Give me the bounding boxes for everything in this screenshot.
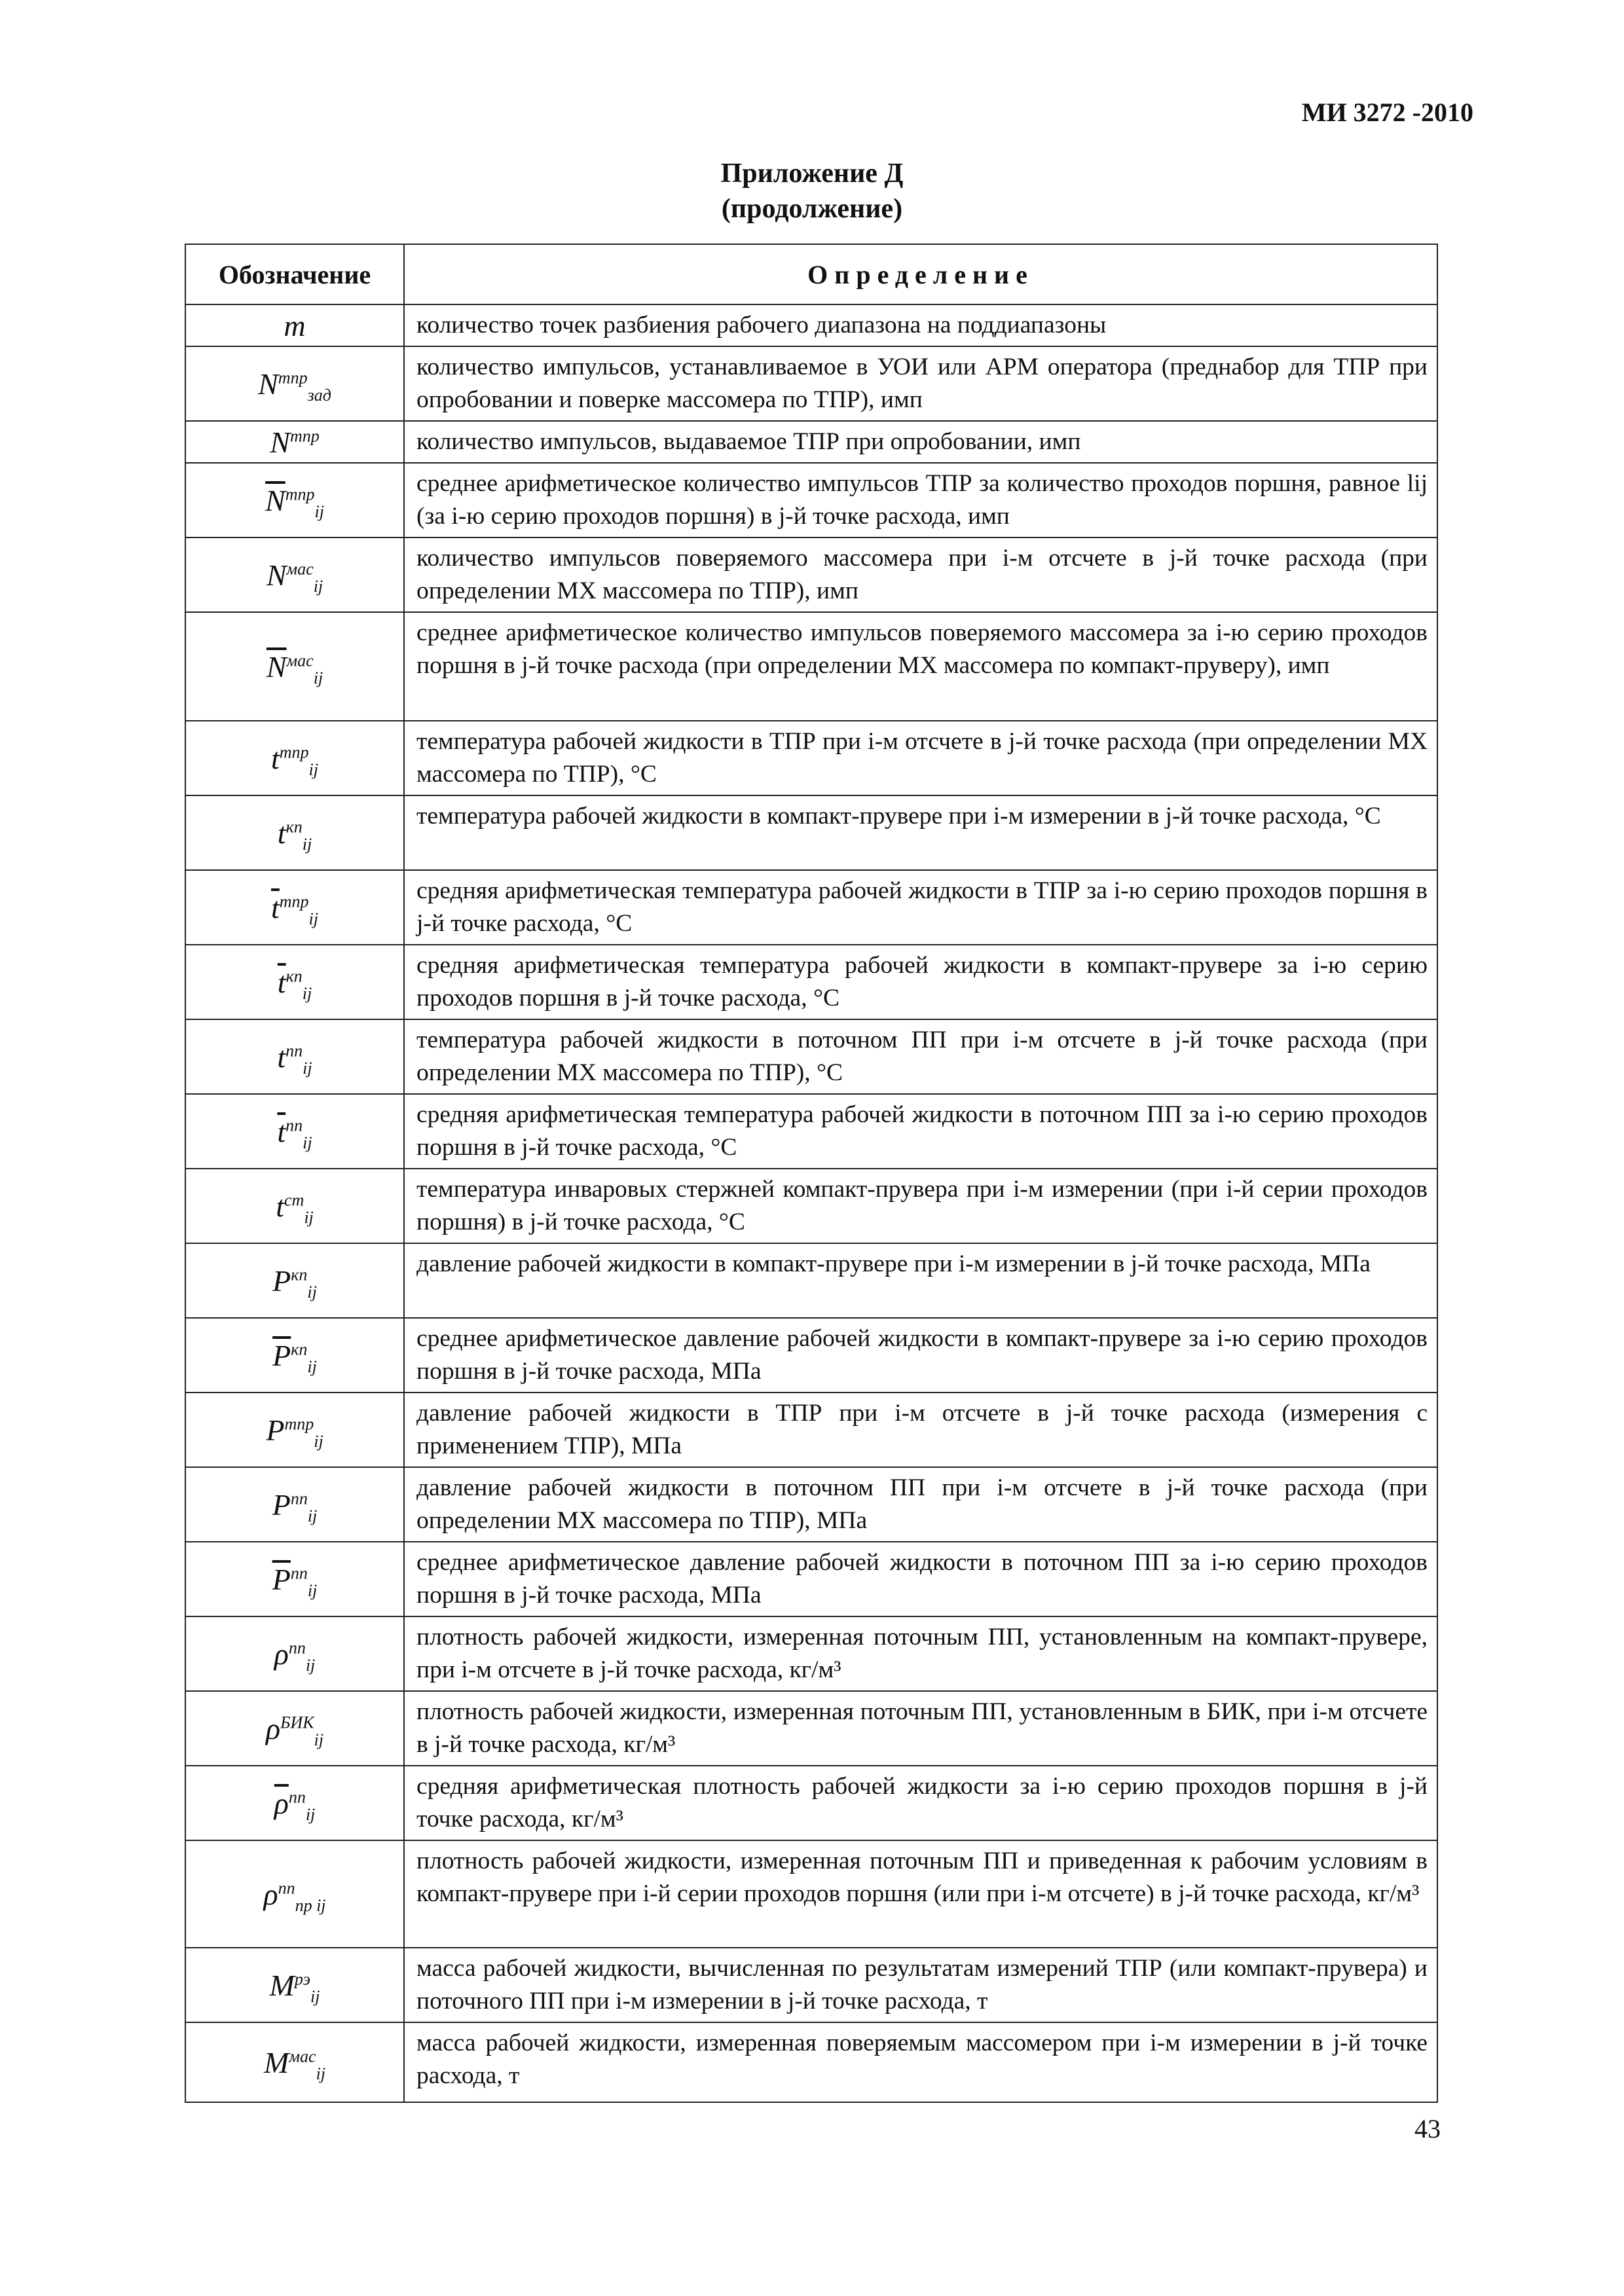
table-row: [185, 1467, 1437, 1542]
symbol-superscript: пп: [286, 1116, 303, 1135]
table-row: [185, 1691, 1437, 1766]
table-row: [185, 1393, 1437, 1467]
definition-cell: среднее арифметическое количество импульсов поверяемого массомера за i-ю серию проходов поршня в j-й точке расхода (при определении МХ массомера по компакт-пруверу), имп: [404, 612, 1437, 721]
symbol-column-header: Обозначение: [185, 244, 404, 304]
definition-cell: плотность рабочей жидкости, измеренная поточным ПП, установленным на компакт-прувере, при i-м отсчете в j-й точке расхода, кг/м³: [404, 1616, 1437, 1691]
table-row: [185, 1616, 1437, 1691]
definition-cell: количество точек разбиения рабочего диапазона на поддиапазоны: [404, 304, 1437, 346]
symbol-subscript: ij: [307, 1506, 318, 1525]
definition-cell: температура рабочей жидкости в ТПР при i-м отсчете в j-й точке расхода (при определении МХ массомера по ТПР), °С: [404, 721, 1437, 795]
table-row: [185, 421, 1437, 463]
symbol-superscript: ст: [284, 1190, 304, 1210]
symbol-subscript: ij: [313, 576, 323, 596]
symbol-subscript: ij: [304, 1207, 314, 1227]
symbol-cell: [185, 1840, 404, 1948]
symbol-cell: [185, 612, 404, 721]
symbol-subscript: ij: [314, 1431, 323, 1451]
symbol-cell: [185, 1766, 404, 1840]
symbol-cell: [185, 721, 404, 795]
symbol-cell: [185, 538, 404, 612]
symbol-superscript: пп: [288, 1787, 306, 1807]
symbol-subscript: ij: [302, 834, 312, 854]
symbol-superscript: тпр: [284, 1414, 314, 1434]
symbol-subscript: ij: [313, 668, 323, 687]
symbol-base: $\overline{N}$: [266, 649, 287, 683]
symbol-cell: [185, 1467, 404, 1542]
definition-cell: количество импульсов поверяемого массомера при i-м отсчете в j-й точке расхода (при определении МХ массомера по ТПР), имп: [404, 538, 1437, 612]
symbol-subscript: ij: [305, 1804, 316, 1824]
symbol-superscript: пп: [290, 1563, 308, 1583]
definition-cell: температура рабочей жидкости в поточном ПП при i-м отсчете в j-й точке расхода (при определении МХ массомера по ТПР), °С: [404, 1019, 1437, 1094]
definition-cell: средняя арифметическая температура рабочей жидкости в ТПР за i-ю серию проходов поршня в j-й точке расхода, °С: [404, 870, 1437, 945]
symbol-cell: [185, 1243, 404, 1318]
definition-cell: среднее арифметическое давление рабочей жидкости в компакт-прувере за i-ю серию проходов поршня в j-й точке расхода, МПа: [404, 1318, 1437, 1393]
definition-cell: давление рабочей жидкости в компакт-прувере при i-м измерении в j-й точке расхода, МПа: [404, 1243, 1437, 1318]
symbol-base: t: [270, 741, 280, 775]
table-row: [185, 612, 1437, 721]
definition-cell: давление рабочей жидкости в ТПР при i-м отсчете в j-й точке расхода (измерения с применением ТПР), МПа: [404, 1393, 1437, 1467]
symbol-cell: [185, 421, 404, 463]
symbol-cell: [185, 304, 404, 346]
symbol-superscript: тпр: [278, 368, 308, 388]
symbol-superscript: пп: [286, 1041, 303, 1061]
symbol-cell: [185, 1318, 404, 1393]
table-row: [185, 870, 1437, 945]
symbol-cell: [185, 1948, 404, 2022]
symbol-superscript: тпр: [279, 742, 309, 762]
table-row: [185, 346, 1437, 421]
table-row: [185, 721, 1437, 795]
appendix-title-line: Приложение Д: [720, 158, 904, 189]
symbol-base: $\overline{t}$: [277, 965, 286, 999]
definition-cell: количество импульсов, устанавливаемое в УОИ или АРМ оператора (преднабор для ТПР при опробовании и поверке массомера по ТПР), имп: [404, 346, 1437, 421]
symbol-subscript: зад: [307, 385, 331, 405]
symbol-base: t: [277, 816, 286, 850]
table-row: [185, 538, 1437, 612]
symbol-superscript: мас: [286, 651, 314, 670]
symbol-superscript: БИК: [280, 1713, 314, 1732]
table-body: [185, 304, 1437, 2102]
table-row: [185, 1840, 1437, 1948]
symbol-cell: [185, 463, 404, 538]
table-row: [185, 1243, 1437, 1318]
table-row: [185, 1542, 1437, 1616]
table-row: [185, 1019, 1437, 1094]
symbol-subscript: ij: [314, 501, 324, 521]
symbol-subscript: ij: [303, 1133, 312, 1152]
symbol-subscript: ij: [303, 1058, 312, 1078]
symbol-superscript: пп: [278, 1878, 295, 1898]
table-row: [185, 1318, 1437, 1393]
definition-cell: среднее арифметическое количество импульсов ТПР за количество проходов поршня, равное lij (за i-ю серию проходов поршня) в j-й точке расхода, имп: [404, 463, 1437, 538]
symbol-cell: [185, 795, 404, 870]
symbol-base: P: [266, 1413, 285, 1447]
table-row: [185, 463, 1437, 538]
symbol-cell: [185, 1094, 404, 1169]
symbol-superscript: мас: [289, 2047, 316, 2066]
symbol-subscript: ij: [307, 1357, 317, 1376]
symbol-subscript: ij: [307, 1580, 318, 1600]
symbol-superscript: рэ: [294, 1969, 310, 1989]
symbol-superscript: тпр: [279, 892, 309, 911]
definition-cell: среднее арифметическое давление рабочей жидкости в поточном ПП за i-ю серию проходов поршня в j-й точке расхода, МПа: [404, 1542, 1437, 1616]
symbol-cell: [185, 1542, 404, 1616]
page-number: 43: [1414, 2114, 1441, 2143]
symbol-superscript: пп: [290, 1489, 308, 1508]
appendix-title: [0, 156, 1624, 227]
symbol-base: ρ: [266, 1711, 281, 1745]
definition-cell: плотность рабочей жидкости, измеренная поточным ПП и приведенная к рабочим условиям в компакт-прувере при i-й серии проходов поршня (или при i-м отсчете) в j-й точке расхода, кг/м³: [404, 1840, 1437, 1948]
definition-cell: давление рабочей жидкости в поточном ПП при i-м отсчете в j-й точке расхода (при определении МХ массомера по ТПР), МПа: [404, 1467, 1437, 1542]
symbol-base: $\overline{N}$: [265, 483, 286, 517]
symbol-cell: [185, 870, 404, 945]
symbol-cell: [185, 945, 404, 1019]
document-code: МИ 3272 -2010: [1301, 98, 1473, 127]
symbol-cell: [185, 1691, 404, 1766]
symbol-subscript: ij: [310, 1986, 320, 2006]
symbol-base: M: [264, 2045, 289, 2079]
definitions-table: [185, 244, 1438, 2103]
table-row: [185, 1948, 1437, 2022]
table-header-row: [185, 244, 1437, 304]
symbol-base: $\overline{\rho}$: [274, 1786, 289, 1820]
symbol-cell: [185, 1616, 404, 1691]
symbol-base: N: [270, 425, 290, 459]
table-row: [185, 304, 1437, 346]
symbol-subscript: ij: [308, 909, 318, 928]
symbol-cell: [185, 1393, 404, 1467]
symbol-base: P: [272, 1487, 291, 1522]
symbol-cell: [185, 1169, 404, 1243]
definition-cell: средняя арифметическая температура рабочей жидкости в компакт-прувере за i-ю серию проходов поршня в j-й точке расхода, °С: [404, 945, 1437, 1019]
appendix-subtitle-line: (продолжение): [721, 194, 903, 224]
symbol-base: $\overline{t}$: [270, 890, 280, 924]
table-row: [185, 1766, 1437, 1840]
symbol-base: t: [277, 1040, 286, 1074]
definition-cell: масса рабочей жидкости, измеренная поверяемым массомером при i-м измерении в j-й точке расхода, т: [404, 2022, 1437, 2102]
definition-cell: температура рабочей жидкости в компакт-прувере при i-м измерении в j-й точке расхода, °С: [404, 795, 1437, 870]
symbol-subscript: ij: [307, 1282, 317, 1302]
symbol-base: ρ: [274, 1637, 289, 1671]
definition-cell: средняя арифметическая плотность рабочей жидкости за i-ю серию проходов поршня в j-й точке расхода, кг/м³: [404, 1766, 1437, 1840]
symbol-base: $\overline{t}$: [277, 1114, 286, 1148]
symbol-base: $\overline{P}$: [272, 1562, 291, 1596]
symbol-cell: [185, 1019, 404, 1094]
symbol-base: M: [269, 1968, 295, 2002]
symbol-subscript: ij: [302, 983, 312, 1003]
symbol-base: N: [266, 558, 287, 592]
symbol-base: t: [276, 1189, 284, 1223]
definition-cell: количество импульсов, выдаваемое ТПР при опробовании, имп: [404, 421, 1437, 463]
symbol-superscript: мас: [286, 559, 314, 579]
symbol-superscript: тпр: [285, 484, 315, 504]
symbol-base: $\overline{P}$: [272, 1338, 291, 1372]
definition-cell: масса рабочей жидкости, вычисленная по результатам измерений ТПР (или компакт-прувера) и поточного ПП при i-м измерении в j-й точке расхода, т: [404, 1948, 1437, 2022]
symbol-superscript: кп: [291, 1339, 308, 1359]
symbol-base: m: [284, 308, 306, 342]
definition-cell: плотность рабочей жидкости, измеренная поточным ПП, установленным в БИК, при i-м отсчете в j-й точке расхода, кг/м³: [404, 1691, 1437, 1766]
symbol-subscript: ij: [308, 759, 318, 779]
table-row: [185, 945, 1437, 1019]
symbol-subscript: ij: [314, 1730, 323, 1749]
symbol-cell: [185, 346, 404, 421]
table-row: [185, 795, 1437, 870]
symbol-superscript: кп: [291, 1265, 308, 1285]
symbol-subscript: пр ij: [295, 1895, 326, 1915]
symbol-base: N: [258, 367, 278, 401]
symbol-superscript: кп: [286, 817, 303, 837]
symbol-subscript: ij: [316, 2064, 325, 2083]
symbol-superscript: кп: [286, 966, 303, 986]
table-row: [185, 1094, 1437, 1169]
table-row: [185, 1169, 1437, 1243]
symbol-superscript: тпр: [289, 426, 320, 446]
symbol-subscript: ij: [305, 1655, 316, 1675]
definition-column-header: Определение: [404, 244, 1437, 304]
symbol-cell: [185, 2022, 404, 2102]
table-row: [185, 2022, 1437, 2102]
definition-cell: средняя арифметическая температура рабочей жидкости в поточном ПП за i-ю серию проходов поршня в j-й точке расхода, °С: [404, 1094, 1437, 1169]
symbol-base: P: [272, 1264, 291, 1298]
symbol-superscript: пп: [288, 1638, 306, 1658]
symbol-base: ρ: [263, 1877, 278, 1911]
definition-cell: температура инваровых стержней компакт-прувера при i-м измерении (при i-й серии проходов поршня) в j-й точке расхода, °С: [404, 1169, 1437, 1243]
